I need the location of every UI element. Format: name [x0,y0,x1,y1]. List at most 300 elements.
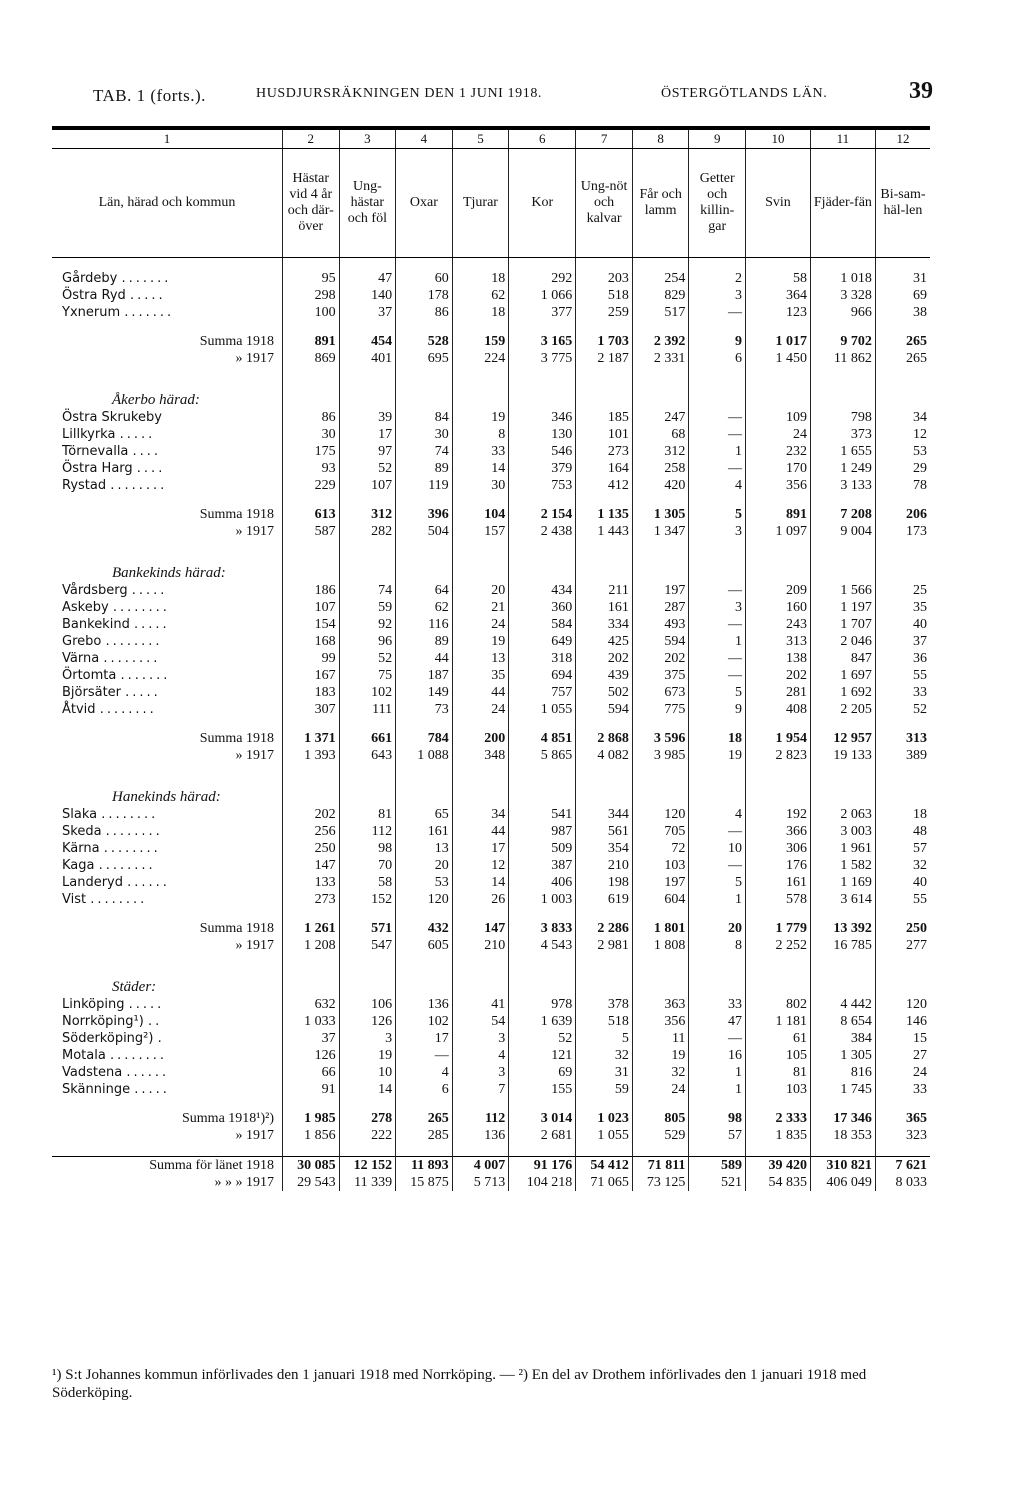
cell-value: 604 [632,891,689,908]
row-label: Landeryd ...... [62,875,170,890]
cell-value: 356 [745,477,810,494]
cell-value: 187 [396,667,453,684]
cell-value: 1 808 [632,937,689,954]
empty-cell [509,718,576,730]
empty-cell [452,718,509,730]
municipality-row [52,1030,930,1047]
cell-value: 44 [452,823,509,840]
cell-value: 8 [452,426,509,443]
cell-value: 55 [875,667,930,684]
empty-cell [576,764,633,806]
row-label: Askeby ........ [62,600,170,615]
cell-value: 1 655 [810,443,875,460]
empty-cell [810,321,875,333]
cell-value: 2 823 [745,747,810,764]
empty-cell [396,1144,453,1157]
cell-value: 504 [396,523,453,540]
cell-value: 1 985 [283,1110,340,1127]
cell-value: 111 [339,701,396,718]
cell-value: 107 [283,599,340,616]
cell-value: 112 [339,823,396,840]
cell-value: — [396,1047,453,1064]
municipality-row [52,806,930,823]
cell-value: 1 856 [283,1127,340,1144]
column-title: Tjurar [452,149,509,258]
empty-cell [452,908,509,920]
column-title: Hästar vid 4 år och där-över [283,149,340,258]
municipality-row [52,823,930,840]
cell-value: 1 018 [810,270,875,287]
cell-value: 373 [810,426,875,443]
cell-value: 164 [576,460,633,477]
row-label: Östra Harg .... [62,461,166,476]
empty-cell [283,954,340,996]
cell-value: 147 [283,857,340,874]
cell-value: 584 [509,616,576,633]
cell-value: 784 [396,730,453,747]
cell-value: 24 [875,1064,930,1081]
row-label: Summa 1918 [199,731,274,746]
cell-value: 18 353 [810,1127,875,1144]
row-label: Örtomta ....... [62,668,171,683]
empty-cell [632,718,689,730]
cell-value: 4 543 [509,937,576,954]
row-label: Kaga ........ [62,858,156,873]
cell-value: 17 [396,1030,453,1047]
cell-value: 16 785 [810,937,875,954]
cell-value: 8 [689,937,746,954]
cell-value: 517 [632,304,689,321]
empty-cell [810,367,875,409]
cell-value: 406 049 [810,1174,875,1191]
empty-cell [283,540,340,582]
cell-value: 366 [745,823,810,840]
cell-value: 1 697 [810,667,875,684]
empty-cell [689,367,746,409]
cell-value: 3 [452,1030,509,1047]
cell-value: 420 [632,477,689,494]
empty-cell [632,954,689,996]
row-label: » 1917 [235,748,274,763]
cell-value: 613 [283,506,340,523]
cell-value: 52 [339,460,396,477]
cell-value: 58 [339,874,396,891]
spacer [52,718,283,730]
empty-cell [875,908,930,920]
cell-value: 1 169 [810,874,875,891]
municipality-row [52,857,930,874]
row-label: Björsäter ..... [62,685,161,700]
spacer [52,1098,283,1110]
cell-value: 1 055 [509,701,576,718]
cell-value: 69 [875,287,930,304]
cell-value: 377 [509,304,576,321]
cell-value: 55 [875,891,930,908]
cell-value: 10 [689,840,746,857]
cell-value: 661 [339,730,396,747]
row-label: Kärna ........ [62,841,161,856]
cell-value: 694 [509,667,576,684]
spacer [52,908,283,920]
cell-value: 4 [452,1047,509,1064]
footnote: ¹) S:t Johannes kommun införlivades den 1 januari 1918 med Norrköping. — ²) En del av Drothem införlivades den 1 januari 1918 med Söderköping. [52,1367,867,1401]
cell-value: 306 [745,840,810,857]
cell-value: 387 [509,857,576,874]
row-label: Östra Skrukeby [62,410,162,425]
section-header-row [52,540,930,582]
cell-value: 406 [509,874,576,891]
cell-value: 318 [509,650,576,667]
cell-value: 2 [689,270,746,287]
cell-value: 53 [875,443,930,460]
cell-value: 2 154 [509,506,576,523]
cell-value: 211 [576,582,633,599]
empty-cell [810,1144,875,1157]
cell-value: 102 [339,684,396,701]
column-title: Ung-nöt och kalvar [576,149,633,258]
sum-1918-row [52,506,930,523]
cell-value: 425 [576,633,633,650]
cell-value: 578 [745,891,810,908]
cell-value: 140 [339,287,396,304]
empty-cell [339,494,396,506]
cell-value: 99 [283,650,340,667]
cell-value: 57 [875,840,930,857]
empty-cell [689,1144,746,1157]
empty-cell [283,367,340,409]
cell-value: 24 [745,426,810,443]
empty-cell [576,494,633,506]
cell-value: 3 014 [509,1110,576,1127]
cell-value: 312 [339,506,396,523]
empty-cell [396,494,453,506]
row-label: » 1917 [235,524,274,539]
row-label: Summa 1918 [199,921,274,936]
empty-cell [632,1144,689,1157]
cell-value: 282 [339,523,396,540]
cell-value: 185 [576,409,633,426]
county-total-1917-row [52,1174,930,1191]
municipality-row [52,287,930,304]
municipality-row [52,633,930,650]
empty-cell [396,1098,453,1110]
cell-value: 363 [632,996,689,1013]
empty-cell [452,321,509,333]
empty-cell [576,258,633,271]
empty-cell [875,764,930,806]
cell-value: 312 [632,443,689,460]
cell-value: 84 [396,409,453,426]
empty-cell [509,367,576,409]
cell-value: 41 [452,996,509,1013]
cell-value: 183 [283,684,340,701]
empty-cell [810,1098,875,1110]
cell-value: 2 252 [745,937,810,954]
livestock-table [52,126,930,1191]
empty-cell [576,1144,633,1157]
cell-value: 54 [452,1013,509,1030]
cell-value: 24 [632,1081,689,1098]
cell-value: 5 [576,1030,633,1047]
cell-value: 243 [745,616,810,633]
cell-value: 69 [509,1064,576,1081]
cell-value: 18 [452,270,509,287]
cell-value: 1 [689,1064,746,1081]
spacer-row [52,321,930,333]
cell-value: 116 [396,616,453,633]
row-label: » 1917 [235,938,274,953]
cell-value: 354 [576,840,633,857]
cell-value: 160 [745,599,810,616]
cell-value: 364 [745,287,810,304]
row-label: Törnevalla .... [62,444,162,459]
cell-value: 561 [576,823,633,840]
cell-value: 3 [689,287,746,304]
cell-value: 891 [283,333,340,350]
cell-value: 29 [875,460,930,477]
municipality-row [52,684,930,701]
cell-value: 278 [339,1110,396,1127]
cell-value: 11 893 [396,1157,453,1175]
cell-value: 47 [339,270,396,287]
cell-value: 587 [283,523,340,540]
empty-cell [283,908,340,920]
cell-value: 356 [632,1013,689,1030]
cell-value: 1 [689,443,746,460]
cell-value: 52 [875,701,930,718]
cell-value: 4 851 [509,730,576,747]
cell-value: 3 003 [810,823,875,840]
cell-value: 52 [509,1030,576,1047]
row-label: Vårdsberg ..... [62,583,168,598]
empty-cell [632,258,689,271]
cell-value: 8 033 [875,1174,930,1191]
cell-value: 147 [452,920,509,937]
cell-value: 1 066 [509,287,576,304]
cell-value: 13 392 [810,920,875,937]
cell-value: 365 [875,1110,930,1127]
cell-value: 2 187 [576,350,633,367]
cell-value: 66 [283,1064,340,1081]
empty-cell [632,321,689,333]
cell-value: 1 [689,633,746,650]
cell-value: 103 [632,857,689,874]
empty-cell [745,1098,810,1110]
cell-value: 62 [396,599,453,616]
cell-value: 3 [339,1030,396,1047]
cell-value: 323 [875,1127,930,1144]
empty-cell [810,908,875,920]
cell-value: 273 [283,891,340,908]
cell-value: 71 065 [576,1174,633,1191]
cell-value: 18 [875,806,930,823]
cell-value: 2 333 [745,1110,810,1127]
column-title: Får och lamm [632,149,689,258]
section-title: Åkerbo härad: [112,392,200,408]
cell-value: 1 393 [283,747,340,764]
sum-1918-row [52,1110,930,1127]
empty-cell [509,764,576,806]
empty-cell [283,718,340,730]
empty-cell [576,1098,633,1110]
section-header-row [52,367,930,409]
cell-value: 44 [396,650,453,667]
cell-value: 344 [576,806,633,823]
row-label: Vist ........ [62,892,148,907]
row-label: Bankekind ..... [62,617,170,632]
cell-value: 157 [452,523,509,540]
cell-value: 25 [875,582,930,599]
cell-value: 81 [745,1064,810,1081]
cell-value: 154 [283,616,340,633]
municipality-row [52,616,930,633]
cell-value: 19 [452,633,509,650]
municipality-row [52,667,930,684]
cell-value: 378 [576,996,633,1013]
cell-value: 93 [283,460,340,477]
cell-value: 705 [632,823,689,840]
column-number: 4 [396,128,453,149]
empty-cell [509,954,576,996]
cell-value: 120 [396,891,453,908]
cell-value: 18 [452,304,509,321]
cell-value: 1 003 [509,891,576,908]
row-label: » 1917 [235,1128,274,1143]
sum-1917-row [52,937,930,954]
cell-value: 1 208 [283,937,340,954]
cell-value: 19 [452,409,509,426]
empty-cell [396,367,453,409]
column-number: 10 [745,128,810,149]
empty-cell [396,954,453,996]
cell-value: 206 [875,506,930,523]
cell-value: 1 197 [810,599,875,616]
empty-cell [745,1144,810,1157]
cell-value: 348 [452,747,509,764]
cell-value: 1 [689,891,746,908]
empty-cell [509,494,576,506]
cell-value: 210 [576,857,633,874]
empty-cell [576,321,633,333]
cell-value: 14 [452,874,509,891]
cell-value: 518 [576,1013,633,1030]
cell-value: 1 097 [745,523,810,540]
cell-value: 120 [875,996,930,1013]
cell-value: 1 261 [283,920,340,937]
empty-cell [339,258,396,271]
cell-value: 95 [283,270,340,287]
cell-value: 12 [452,857,509,874]
cell-value: 2 868 [576,730,633,747]
cell-value: 2 205 [810,701,875,718]
row-label: Vadstena ...... [62,1065,170,1080]
row-label: Söderköping²) . [62,1031,165,1046]
cell-value: 14 [452,460,509,477]
municipality-row [52,409,930,426]
cell-value: 432 [396,920,453,937]
cell-value: 7 208 [810,506,875,523]
row-label: Slaka ........ [62,807,159,822]
cell-value: 292 [509,270,576,287]
empty-cell [452,258,509,271]
empty-cell [396,764,453,806]
cell-value: 54 835 [745,1174,810,1191]
empty-cell [632,908,689,920]
cell-value: 1 [689,1081,746,1098]
empty-cell [810,954,875,996]
empty-cell [452,1098,509,1110]
cell-value: 3 [689,523,746,540]
cell-value: 178 [396,287,453,304]
empty-cell [810,258,875,271]
empty-cell [689,764,746,806]
cell-value: 210 [452,937,509,954]
cell-value: 1 745 [810,1081,875,1098]
cell-value: — [689,616,746,633]
empty-cell [339,764,396,806]
cell-value: 2 286 [576,920,633,937]
cell-value: 396 [396,506,453,523]
cell-value: 384 [810,1030,875,1047]
cell-value: 146 [875,1013,930,1030]
cell-value: 32 [875,857,930,874]
cell-value: 2 392 [632,333,689,350]
column-title: Svin [745,149,810,258]
municipality-row [52,701,930,718]
column-number: 7 [576,128,633,149]
row-label: Östra Ryd ..... [62,288,166,303]
cell-value: 33 [452,443,509,460]
cell-value: 91 176 [509,1157,576,1175]
cell-value: 2 046 [810,633,875,650]
cell-value: 73 [396,701,453,718]
sum-1917-row [52,747,930,764]
cell-value: 112 [452,1110,509,1127]
empty-cell [745,540,810,582]
column-title: Bi-sam-häl-len [875,149,930,258]
cell-value: 6 [689,350,746,367]
cell-value: 38 [875,304,930,321]
empty-cell [810,494,875,506]
cell-value: 105 [745,1047,810,1064]
row-label: Rystad ........ [62,478,168,493]
spacer-row [52,258,930,271]
cell-value: 1 801 [632,920,689,937]
cell-value: 7 [452,1081,509,1098]
cell-value: 74 [396,443,453,460]
empty-cell [689,494,746,506]
cell-value: 40 [875,874,930,891]
cell-value: 2 331 [632,350,689,367]
empty-cell [339,321,396,333]
cell-value: 521 [689,1174,746,1191]
empty-cell [576,540,633,582]
cell-value: 92 [339,616,396,633]
cell-value: 101 [576,426,633,443]
empty-cell [452,494,509,506]
cell-value: 161 [396,823,453,840]
cell-value: 389 [875,747,930,764]
cell-value: 44 [452,684,509,701]
empty-cell [283,764,340,806]
row-label: » 1917 [235,351,274,366]
cell-value: 78 [875,477,930,494]
cell-value: 81 [339,806,396,823]
cell-value: 138 [745,650,810,667]
cell-value: 149 [396,684,453,701]
empty-cell [283,1144,340,1157]
cell-value: 197 [632,874,689,891]
